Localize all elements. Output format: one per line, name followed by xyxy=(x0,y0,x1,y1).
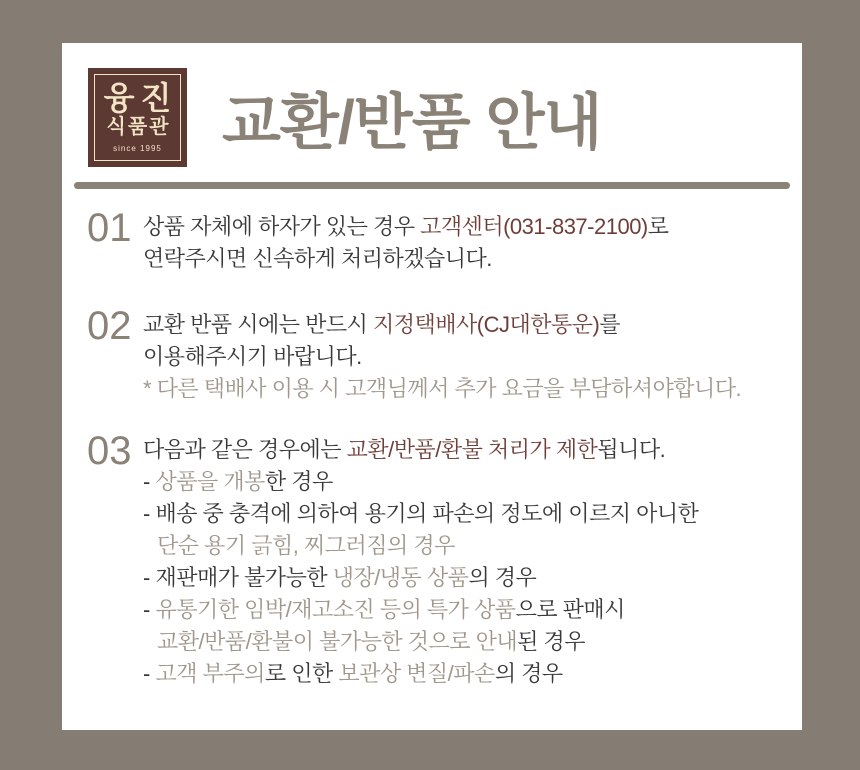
text-segment: 됩니다. xyxy=(597,437,666,462)
text-line xyxy=(143,626,698,658)
text-line xyxy=(143,341,741,373)
logo-subtitle: 식품관 xyxy=(106,116,171,139)
text-line xyxy=(143,211,669,243)
text-segment: 단순 용기 긁힘, 찌그러짐의 경우 xyxy=(157,533,455,558)
text-segment: 연락주시면 신속하게 처리하겠습니다. xyxy=(143,246,492,271)
text-line xyxy=(143,530,698,562)
text-line xyxy=(143,498,698,530)
header-divider xyxy=(74,182,790,189)
text-segment: 로 인한 xyxy=(264,661,339,686)
text-segment: 다음과 같은 경우에는 xyxy=(143,437,347,462)
text-segment: - xyxy=(143,469,156,494)
text-segment: * 다른 택배사 이용 시 고객님께서 추가 요금을 부담하셔야합니다. xyxy=(143,376,742,401)
section-02 xyxy=(87,304,792,405)
text-line xyxy=(143,466,698,498)
text-segment: - xyxy=(143,661,156,686)
logo-since-label: since 1995 xyxy=(113,144,162,154)
text-segment: 의 경우 xyxy=(468,565,537,590)
text-segment: 고객 부주의 xyxy=(155,661,265,686)
text-segment: 된 경우 xyxy=(517,629,585,654)
text-segment: 보관상 변질/파손 xyxy=(338,661,495,686)
text-segment: 유통기한 임박/재고소진 등의 특가 상품 xyxy=(155,597,516,622)
text-segment: 를 xyxy=(599,312,621,337)
text-segment: 상품을 개봉 xyxy=(155,469,265,494)
text-segment: 으로 판매시 xyxy=(515,597,625,622)
text-line xyxy=(143,243,669,275)
text-segment: - xyxy=(143,597,156,622)
text-line xyxy=(143,309,741,341)
text-segment: - 배송 중 충격에 의하여 용기의 파손의 정도에 이르지 아니한 xyxy=(143,501,699,526)
text-line xyxy=(143,373,741,405)
section-number: 02 xyxy=(87,304,132,348)
text-segment: 지정택배사(CJ대한통운) xyxy=(372,312,600,337)
section-number: 01 xyxy=(87,206,132,250)
text-segment: 교환/반품/환불 처리가 제한 xyxy=(346,437,598,462)
text-segment: 의 경우 xyxy=(494,661,563,686)
content-panel xyxy=(62,43,802,730)
page-title: 교환/반품 안내 xyxy=(222,88,602,156)
text-segment: 교환/반품/환불이 불가능한 것으로 안내 xyxy=(157,629,518,654)
text-segment: 로 xyxy=(647,214,669,239)
text-segment: 이용해주시기 바랍니다. xyxy=(143,344,362,369)
section-03 xyxy=(87,429,792,690)
brand-logo xyxy=(88,68,187,167)
section-number: 03 xyxy=(87,429,132,473)
logo-title: 융진 xyxy=(103,79,178,116)
text-line xyxy=(143,658,698,690)
section-body xyxy=(143,434,698,690)
text-segment: 교환 반품 시에는 반드시 xyxy=(143,312,373,337)
text-line xyxy=(143,594,698,626)
text-segment: - 재판매가 불가능한 xyxy=(143,565,333,590)
text-line xyxy=(143,434,698,466)
text-segment: 한 경우 xyxy=(264,469,333,494)
section-01 xyxy=(87,206,792,275)
text-segment: 상품 자체에 하자가 있는 경우 xyxy=(143,214,421,239)
text-segment: 고객센터(031-837-2100) xyxy=(420,214,648,239)
text-line xyxy=(143,562,698,594)
section-body xyxy=(143,309,741,405)
section-body xyxy=(143,211,669,275)
text-segment: 냉장/냉동 상품 xyxy=(332,565,469,590)
